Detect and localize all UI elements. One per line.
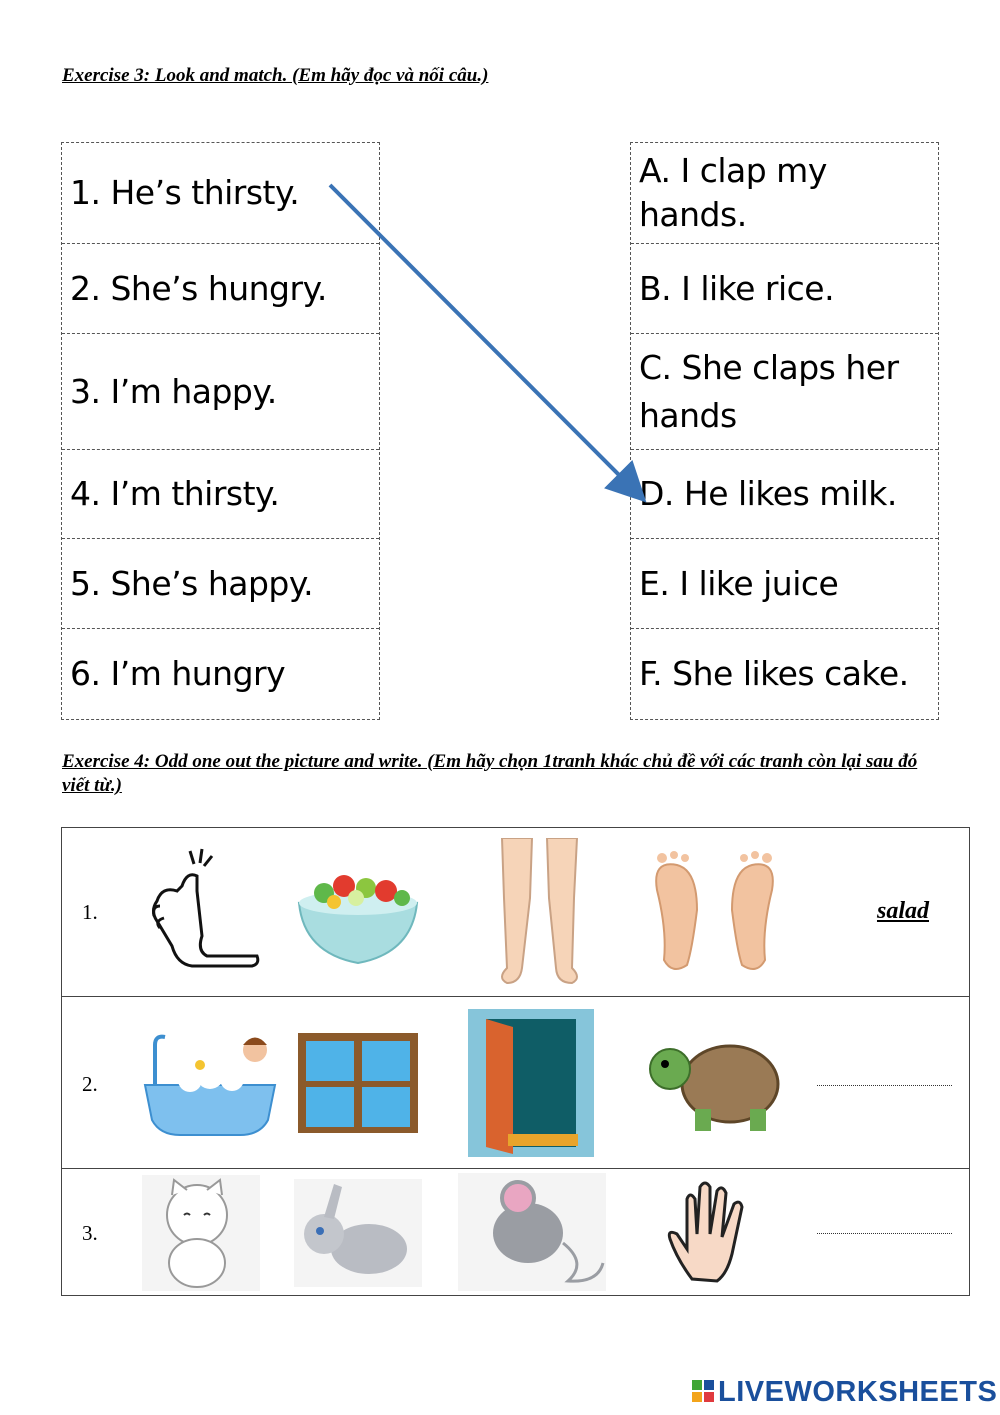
left-item-1[interactable]: 1. He’s thirsty. <box>62 143 379 244</box>
rabbit-icon[interactable] <box>294 1179 422 1287</box>
row-number: 2. <box>82 1072 98 1096</box>
exercise-4-title: Exercise 4: Odd one out the picture and write. (Em hãy chọn 1tranh khác chủ đề với các tranh còn lại sau đó viết từ.) <box>62 751 918 796</box>
logo-text: LIVEWORKSHEETS <box>718 1375 998 1408</box>
salad-bowl-icon[interactable] <box>294 858 422 968</box>
table-row <box>62 997 969 1169</box>
answer-blank[interactable] <box>817 1085 952 1086</box>
odd-one-out-table <box>61 827 970 1296</box>
left-item-2[interactable]: 2. She’s hungry. <box>62 244 379 334</box>
answer-text[interactable]: salad <box>876 898 929 924</box>
table-row <box>62 1169 969 1295</box>
logo-mark-icon <box>692 1380 714 1404</box>
left-item-6[interactable]: 6. I’m hungry <box>70 654 286 693</box>
kitten-icon[interactable] <box>142 1175 260 1291</box>
window-icon[interactable] <box>294 1029 422 1137</box>
row-number: 3. <box>82 1221 98 1245</box>
row-number: 1. <box>82 900 98 924</box>
right-sentence-column <box>630 142 939 720</box>
exercise-3-title: Exercise 3: Look and match. (Em hãy đọc và nối câu.) <box>62 65 489 86</box>
right-item-b[interactable]: B. I like rice. <box>631 244 938 334</box>
open-door-icon[interactable] <box>468 1009 594 1157</box>
hand-icon[interactable] <box>662 1179 764 1287</box>
feet-soles-icon[interactable] <box>642 850 787 975</box>
bathtub-icon[interactable] <box>140 1025 280 1145</box>
table-row <box>62 828 969 997</box>
left-item-3[interactable]: 3. I’m happy. <box>62 334 379 450</box>
left-item-4[interactable]: 4. I’m thirsty. <box>62 450 379 539</box>
left-sentence-column <box>61 142 380 720</box>
mouse-icon[interactable] <box>458 1173 606 1291</box>
answer-blank[interactable] <box>817 1233 952 1234</box>
legs-icon[interactable] <box>492 838 587 988</box>
right-item-c[interactable]: C. She claps her hands <box>631 334 938 450</box>
left-item-5[interactable]: 5. She’s happy. <box>62 539 379 629</box>
right-item-d[interactable]: D. He likes milk. <box>631 450 938 539</box>
right-item-a[interactable]: A. I clap my hands. <box>631 143 938 244</box>
right-item-f[interactable]: F. She likes cake. <box>639 654 909 693</box>
foot-outline-icon[interactable] <box>142 846 267 976</box>
turtle-icon[interactable] <box>640 1029 788 1137</box>
right-item-e[interactable]: E. I like juice <box>631 539 938 629</box>
liveworksheets-logo <box>692 1376 997 1408</box>
